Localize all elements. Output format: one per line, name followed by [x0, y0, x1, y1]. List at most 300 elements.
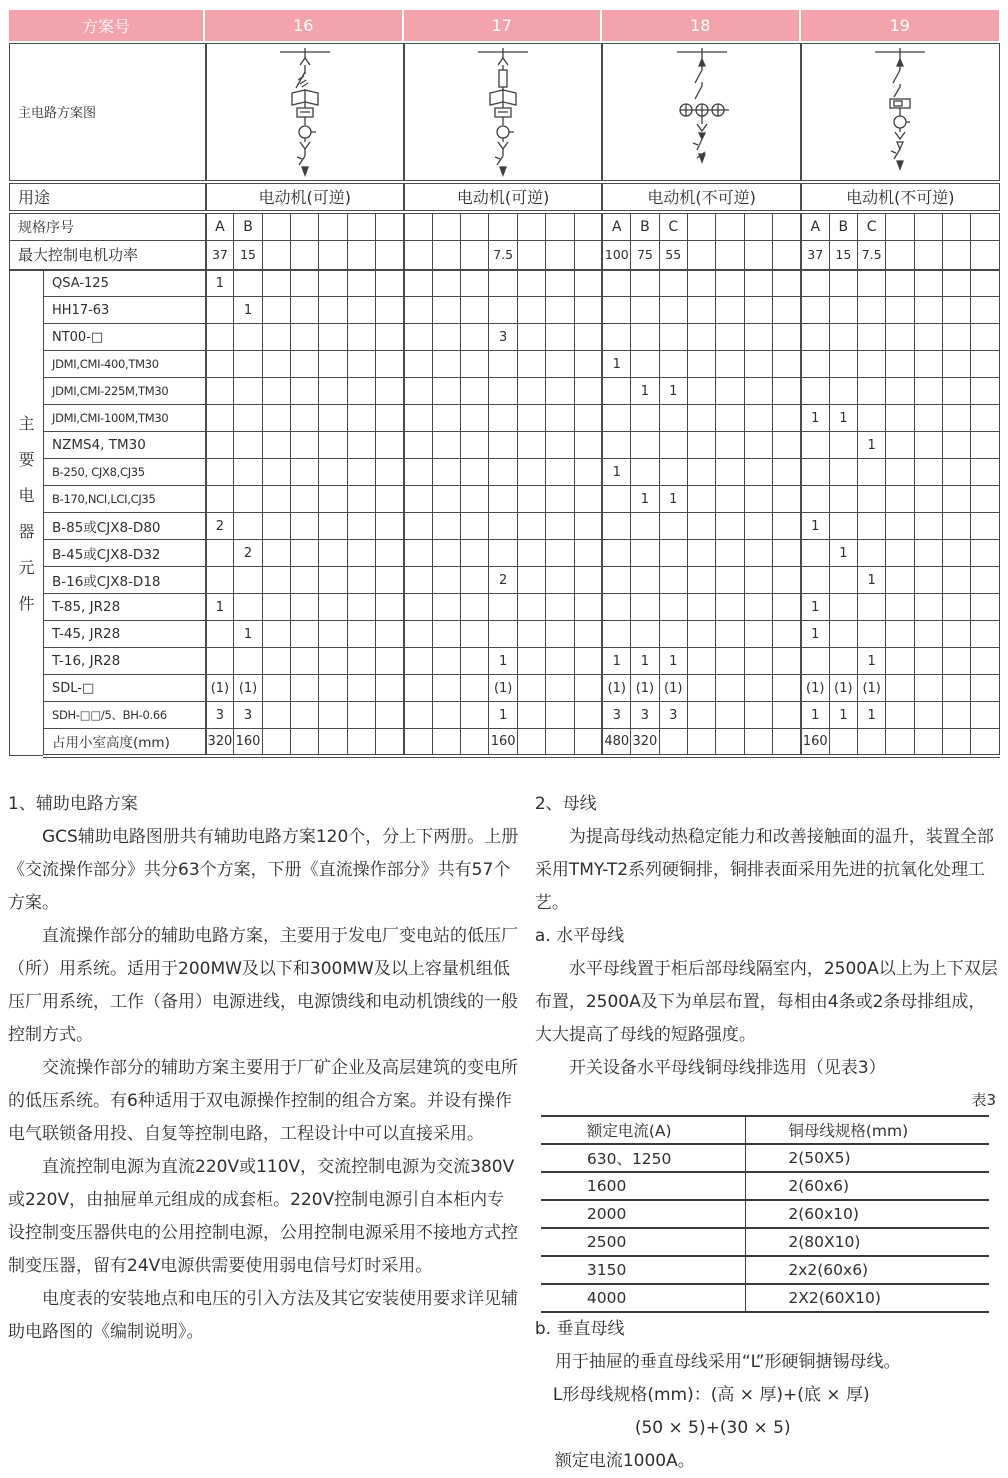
- circuit-diagram-scheme-16: [206, 44, 404, 182]
- value-cell: 320: [206, 729, 234, 756]
- value-cell: [517, 459, 545, 486]
- value-cell: [602, 324, 630, 351]
- value-cell: [546, 621, 574, 648]
- value-cell: [716, 351, 744, 378]
- usage-scheme-17: 电动机(可逆): [404, 182, 602, 212]
- value-cell: A: [206, 212, 234, 241]
- value-cell: [319, 324, 347, 351]
- value-cell: [659, 729, 687, 756]
- value-cell: [262, 567, 290, 594]
- value-cell: [914, 432, 942, 459]
- value-cell: [291, 212, 319, 241]
- diagram-row-label: 主电路方案图: [10, 44, 206, 182]
- value-cell: [943, 702, 971, 729]
- busbar-size-cell: 2x2(60x6): [746, 1256, 989, 1284]
- value-cell: [631, 513, 659, 540]
- value-cell: 1: [602, 459, 630, 486]
- circuit-diagram-scheme-18: [602, 44, 800, 182]
- vertical-busbar-line-1: 用于抽屉的垂直母线采用“L”形硬铜搪锡母线。: [554, 1351, 901, 1372]
- value-cell: [319, 378, 347, 405]
- value-cell: [914, 241, 942, 270]
- value-cell: 1: [801, 702, 829, 729]
- value-cell: 1: [489, 648, 517, 675]
- value-cell: 1: [631, 378, 659, 405]
- value-cell: [432, 212, 460, 241]
- value-cell: [943, 459, 971, 486]
- value-cell: [262, 621, 290, 648]
- value-cell: [971, 405, 999, 432]
- value-cell: [347, 241, 375, 270]
- value-cell: [858, 378, 886, 405]
- value-cell: [858, 324, 886, 351]
- component-label: NT00-□: [44, 324, 206, 351]
- component-label: B-45或CJX8-D32: [44, 540, 206, 567]
- value-cell: [489, 405, 517, 432]
- value-cell: 1: [602, 648, 630, 675]
- value-cell: [517, 702, 545, 729]
- value-cell: [376, 212, 404, 241]
- value-cell: [772, 241, 800, 270]
- circuit-diagram-scheme-17: [404, 44, 602, 182]
- value-cell: [517, 351, 545, 378]
- value-cell: [291, 241, 319, 270]
- value-cell: [404, 405, 432, 432]
- value-cell: [489, 486, 517, 513]
- spec-serial-label: 规格序号: [10, 212, 206, 241]
- value-cell: [914, 648, 942, 675]
- value-cell: [716, 567, 744, 594]
- value-cell: [886, 540, 914, 567]
- value-cell: [517, 648, 545, 675]
- value-cell: [687, 621, 715, 648]
- aux-paragraph-3: 交流操作部分的辅助方案主要用于厂矿企业及高层建筑的变电所的低压系统。有6种适用于双电源操作控制的组合方案。并设有操作电气联锁备用投、自复等控制电路，工程设计中可以直接采用。: [8, 1057, 518, 1144]
- value-cell: [631, 351, 659, 378]
- value-cell: [347, 212, 375, 241]
- value-cell: [744, 648, 772, 675]
- value-cell: [971, 486, 999, 513]
- value-cell: [461, 351, 489, 378]
- value-cell: [943, 540, 971, 567]
- value-cell: [574, 513, 602, 540]
- value-cell: [404, 270, 432, 297]
- value-cell: [772, 270, 800, 297]
- value-cell: 1: [829, 405, 857, 432]
- value-cell: [744, 212, 772, 241]
- aux-section-heading: 1、辅助电路方案: [8, 793, 138, 814]
- value-cell: [602, 567, 630, 594]
- value-cell: [858, 594, 886, 621]
- scheme-17-header: 17: [404, 10, 603, 41]
- value-cell: A: [602, 212, 630, 241]
- value-cell: [943, 351, 971, 378]
- value-cell: [858, 405, 886, 432]
- value-cell: 1: [858, 432, 886, 459]
- value-cell: [574, 621, 602, 648]
- spec-serial-row: [10, 212, 1000, 241]
- vertical-busbar-line-4: 额定电流1000A。: [554, 1450, 695, 1471]
- value-cell: [716, 324, 744, 351]
- value-cell: [347, 486, 375, 513]
- value-cell: [432, 378, 460, 405]
- busbar-size-header: 铜母线规格(mm): [746, 1116, 989, 1144]
- value-cell: [943, 621, 971, 648]
- value-cell: [772, 675, 800, 702]
- value-cell: [432, 621, 460, 648]
- value-cell: [347, 729, 375, 756]
- value-cell: [687, 729, 715, 756]
- value-cell: [687, 324, 715, 351]
- value-cell: [716, 459, 744, 486]
- value-cell: [376, 621, 404, 648]
- value-cell: [432, 567, 460, 594]
- value-cell: [517, 241, 545, 270]
- value-cell: [489, 540, 517, 567]
- value-cell: [716, 405, 744, 432]
- value-cell: [659, 270, 687, 297]
- value-cell: [574, 594, 602, 621]
- value-cell: 1: [234, 297, 262, 324]
- value-cell: [234, 270, 262, 297]
- value-cell: [574, 702, 602, 729]
- value-cell: [546, 540, 574, 567]
- value-cell: [772, 297, 800, 324]
- value-cell: [291, 648, 319, 675]
- value-cell: [886, 648, 914, 675]
- value-cell: [716, 212, 744, 241]
- value-cell: [262, 729, 290, 756]
- value-cell: [461, 675, 489, 702]
- aux-paragraph-2: 直流操作部分的辅助电路方案，主要用于发电厂变电站的低压厂（所）用系统。适用于200MW及以下和300MW及以上容量机组低压厂用系统，工作（备用）电源进线，电源馈线和电动机馈线的一般控制方式。: [8, 925, 518, 1045]
- value-cell: [574, 241, 602, 270]
- value-cell: [659, 540, 687, 567]
- value-cell: (1): [489, 675, 517, 702]
- value-cell: (1): [206, 675, 234, 702]
- value-cell: [744, 378, 772, 405]
- value-cell: [517, 432, 545, 459]
- value-cell: [404, 324, 432, 351]
- value-cell: [659, 621, 687, 648]
- value-cell: [376, 270, 404, 297]
- value-cell: [234, 648, 262, 675]
- value-cell: [262, 648, 290, 675]
- value-cell: [602, 405, 630, 432]
- value-cell: [772, 621, 800, 648]
- value-cell: [347, 540, 375, 567]
- value-cell: [829, 270, 857, 297]
- value-cell: [461, 459, 489, 486]
- component-label: JDMI,CMI-400,TM30: [44, 351, 206, 378]
- value-cell: [404, 351, 432, 378]
- value-cell: [489, 378, 517, 405]
- value-cell: [376, 405, 404, 432]
- value-cell: [489, 594, 517, 621]
- value-cell: [858, 297, 886, 324]
- value-cell: [829, 324, 857, 351]
- value-cell: [347, 324, 375, 351]
- value-cell: [971, 702, 999, 729]
- value-cell: [801, 378, 829, 405]
- value-cell: [234, 567, 262, 594]
- horizontal-busbar-text: 水平母线置于柜后部母线隔室内，2500A以上为上下双层布置，2500A及下为单层布置，每相由4条或2条母排组成，大大提高了母线的短路强度。: [534, 958, 998, 1045]
- value-cell: [546, 567, 574, 594]
- value-cell: [319, 675, 347, 702]
- value-cell: [687, 675, 715, 702]
- value-cell: B: [829, 212, 857, 241]
- value-cell: [461, 594, 489, 621]
- value-cell: 15: [234, 241, 262, 270]
- value-cell: [517, 729, 545, 756]
- component-label: T-45, JR28: [44, 621, 206, 648]
- value-cell: [461, 648, 489, 675]
- value-cell: [574, 432, 602, 459]
- value-cell: [886, 241, 914, 270]
- value-cell: [772, 324, 800, 351]
- value-cell: [206, 540, 234, 567]
- value-cell: [943, 212, 971, 241]
- value-cell: [602, 378, 630, 405]
- value-cell: [404, 621, 432, 648]
- component-label: B-85或CJX8-D80: [44, 513, 206, 540]
- value-cell: [404, 540, 432, 567]
- value-cell: [687, 648, 715, 675]
- value-cell: [744, 270, 772, 297]
- value-cell: [801, 351, 829, 378]
- value-cell: A: [801, 212, 829, 241]
- value-cell: [461, 212, 489, 241]
- value-cell: [517, 675, 545, 702]
- value-cell: [432, 351, 460, 378]
- value-cell: [262, 513, 290, 540]
- value-cell: [347, 432, 375, 459]
- value-cell: [376, 324, 404, 351]
- value-cell: [206, 324, 234, 351]
- value-cell: [517, 378, 545, 405]
- value-cell: 100: [602, 241, 630, 270]
- value-cell: 1: [801, 405, 829, 432]
- value-cell: [886, 297, 914, 324]
- value-cell: [801, 486, 829, 513]
- value-cell: [404, 594, 432, 621]
- value-cell: [971, 378, 999, 405]
- value-cell: [262, 594, 290, 621]
- value-cell: [291, 405, 319, 432]
- value-cell: [744, 241, 772, 270]
- main-scheme-table: [9, 43, 1000, 758]
- rated-current-cell: 4000: [541, 1284, 746, 1312]
- busbar-spec-table: [541, 1115, 989, 1313]
- component-row: [10, 540, 1000, 567]
- value-cell: [631, 621, 659, 648]
- value-cell: [432, 594, 460, 621]
- value-cell: [461, 513, 489, 540]
- value-cell: [546, 513, 574, 540]
- value-cell: [914, 594, 942, 621]
- value-cell: [319, 729, 347, 756]
- value-cell: C: [659, 212, 687, 241]
- value-cell: [971, 459, 999, 486]
- value-cell: [971, 594, 999, 621]
- value-cell: [716, 241, 744, 270]
- value-cell: 37: [801, 241, 829, 270]
- max-motor-power-label: 最大控制电机功率: [10, 241, 206, 270]
- value-cell: 7.5: [489, 241, 517, 270]
- value-cell: [517, 212, 545, 241]
- value-cell: [376, 297, 404, 324]
- busbar-intro: 为提高母线动热稳定能力和改善接触面的温升，装置全部采用TMY-T2系列硬铜排，铜排表面采用先进的抗氧化处理工艺。: [534, 826, 994, 913]
- circuit-diagram-scheme-19: [801, 44, 999, 182]
- value-cell: [687, 486, 715, 513]
- value-cell: [602, 540, 630, 567]
- value-cell: [461, 567, 489, 594]
- value-cell: [206, 378, 234, 405]
- value-cell: [517, 567, 545, 594]
- rated-current-cell: 2500: [541, 1228, 746, 1256]
- value-cell: [914, 486, 942, 513]
- aux-circuit-section: [8, 788, 521, 1478]
- value-cell: [772, 212, 800, 241]
- value-cell: [602, 432, 630, 459]
- value-cell: [376, 378, 404, 405]
- component-row: [10, 378, 1000, 405]
- value-cell: [659, 297, 687, 324]
- value-cell: [461, 486, 489, 513]
- value-cell: [206, 432, 234, 459]
- value-cell: [234, 405, 262, 432]
- value-cell: [517, 513, 545, 540]
- value-cell: [602, 270, 630, 297]
- value-cell: [319, 432, 347, 459]
- value-cell: [631, 432, 659, 459]
- rated-current-cell: 3150: [541, 1256, 746, 1284]
- value-cell: [602, 594, 630, 621]
- value-cell: [914, 324, 942, 351]
- value-cell: [376, 675, 404, 702]
- busbar-size-cell: 2(50X5): [746, 1144, 989, 1172]
- value-cell: [291, 351, 319, 378]
- value-cell: [546, 405, 574, 432]
- value-cell: [291, 378, 319, 405]
- value-cell: [489, 270, 517, 297]
- component-label: JDMI,CMI-225M,TM30: [44, 378, 206, 405]
- value-cell: [772, 729, 800, 756]
- value-cell: [971, 297, 999, 324]
- value-cell: [347, 567, 375, 594]
- busbar-table-row: [541, 1172, 989, 1200]
- value-cell: [347, 594, 375, 621]
- value-cell: [432, 702, 460, 729]
- value-cell: [772, 459, 800, 486]
- value-cell: [319, 351, 347, 378]
- value-cell: [602, 513, 630, 540]
- value-cell: [744, 432, 772, 459]
- value-cell: [716, 648, 744, 675]
- aux-paragraph-1: GCS辅助电路图册共有辅助电路方案120个，分上下两册。上册《交流操作部分》共分63个方案，下册《直流操作部分》共有57个方案。: [8, 826, 519, 913]
- value-cell: [602, 486, 630, 513]
- value-cell: [234, 486, 262, 513]
- value-cell: [914, 212, 942, 241]
- value-cell: [631, 594, 659, 621]
- value-cell: [744, 621, 772, 648]
- value-cell: [262, 540, 290, 567]
- value-cell: [546, 378, 574, 405]
- value-cell: [886, 378, 914, 405]
- value-cell: [943, 297, 971, 324]
- value-cell: [687, 513, 715, 540]
- value-cell: [461, 621, 489, 648]
- value-cell: [347, 675, 375, 702]
- value-cell: [829, 432, 857, 459]
- value-cell: 160: [801, 729, 829, 756]
- usage-scheme-18: 电动机(不可逆): [602, 182, 800, 212]
- value-cell: [404, 567, 432, 594]
- value-cell: 1: [801, 621, 829, 648]
- value-cell: [234, 432, 262, 459]
- component-label: SDH-□□/5、BH-0.66: [44, 702, 206, 729]
- value-cell: [262, 212, 290, 241]
- value-cell: [971, 621, 999, 648]
- value-cell: [319, 459, 347, 486]
- value-cell: [687, 297, 715, 324]
- aux-paragraph-4: 直流控制电源为直流220V或110V，交流控制电源为交流380V或220V，由抽屉单元组成的成套柜。220V控制电源引自本柜内专设控制变压器供电的公用控制电源，公用控制电源采用不接地方式控制变压器，留有24V电源供需要使用弱电信号灯时采用。: [8, 1156, 518, 1276]
- component-label: B-170,NCI,LCI,CJ35: [44, 486, 206, 513]
- value-cell: [886, 270, 914, 297]
- value-cell: [886, 594, 914, 621]
- value-cell: 1: [801, 513, 829, 540]
- value-cell: [517, 405, 545, 432]
- value-cell: [687, 567, 715, 594]
- rated-current-cell: 1600: [541, 1172, 746, 1200]
- value-cell: [971, 675, 999, 702]
- value-cell: [376, 567, 404, 594]
- value-cell: [914, 351, 942, 378]
- value-cell: [319, 540, 347, 567]
- value-cell: [319, 270, 347, 297]
- usage-row-label: 用途: [10, 182, 206, 212]
- value-cell: [291, 270, 319, 297]
- value-cell: [432, 648, 460, 675]
- value-cell: [517, 594, 545, 621]
- value-cell: [801, 567, 829, 594]
- value-cell: [262, 702, 290, 729]
- max-motor-power-row: [10, 241, 1000, 270]
- value-cell: [716, 702, 744, 729]
- value-cell: [716, 594, 744, 621]
- value-cell: [971, 729, 999, 756]
- value-cell: [886, 405, 914, 432]
- value-cell: [829, 378, 857, 405]
- circuit-diagram-19-svg: [865, 46, 935, 178]
- value-cell: [432, 540, 460, 567]
- value-cell: [971, 270, 999, 297]
- value-cell: 3: [659, 702, 687, 729]
- busbar-section: [535, 788, 1000, 1478]
- value-cell: [631, 540, 659, 567]
- busbar-size-cell: 2X2(60X10): [746, 1284, 989, 1312]
- value-cell: [772, 486, 800, 513]
- busbar-table-row: [541, 1200, 989, 1228]
- value-cell: [829, 459, 857, 486]
- value-cell: C: [858, 212, 886, 241]
- value-cell: [772, 540, 800, 567]
- value-cell: [659, 594, 687, 621]
- value-cell: [631, 459, 659, 486]
- value-cell: [886, 486, 914, 513]
- value-cell: [858, 486, 886, 513]
- busbar-section-heading: 2、母线: [534, 793, 597, 814]
- value-cell: [319, 648, 347, 675]
- value-cell: [404, 212, 432, 241]
- value-cell: 1: [631, 648, 659, 675]
